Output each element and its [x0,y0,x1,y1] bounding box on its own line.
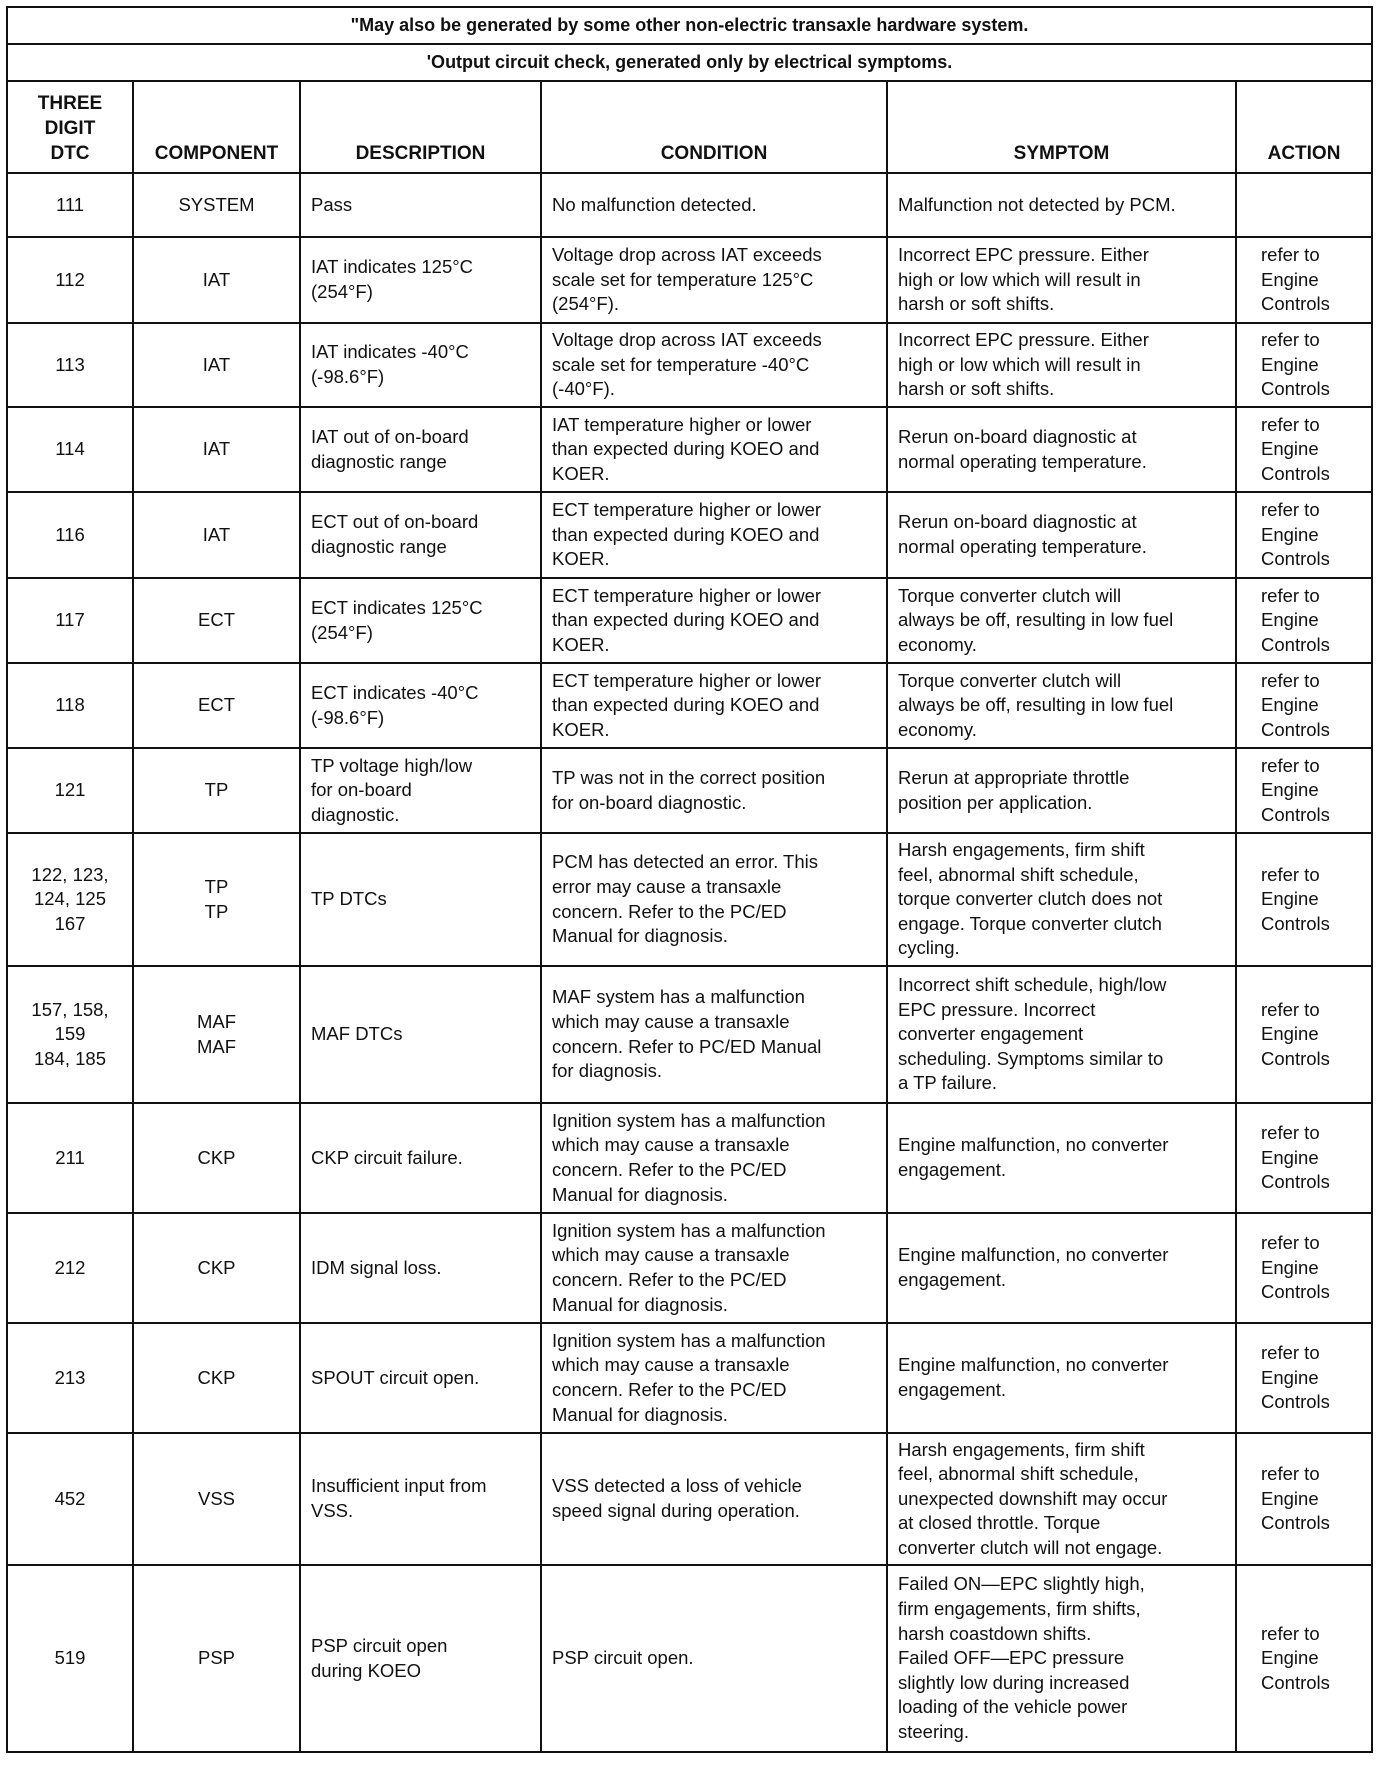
footnote-double: "May also be generated by some other non-electric transaxle hardware system. [7,7,1372,44]
table-row [7,237,1372,323]
cell-symptom: Rerun on-board diagnostic at normal operating temperature. [887,407,1236,492]
cell-symptom: Rerun at appropriate throttle position per application. [887,748,1236,833]
table-row [7,663,1372,748]
cell-dtc: 116 [7,492,133,578]
cell-action: refer to Engine Controls [1236,1565,1372,1752]
table-row [7,578,1372,663]
cell-dtc: 157, 158, 159 184, 185 [7,966,133,1103]
cell-dtc: 112 [7,237,133,323]
dtc-table [6,6,1373,1753]
cell-component: IAT [133,237,300,323]
cell-description: IAT out of on-board diagnostic range [300,407,541,492]
cell-description: PSP circuit open during KOEO [300,1565,541,1752]
cell-symptom: Failed ON—EPC slightly high, firm engagements, firm shifts, harsh coastdown shifts. Failed OFF—EPC pressure slightly low during increased loading of the vehicle power steering. [887,1565,1236,1752]
cell-dtc: 519 [7,1565,133,1752]
cell-condition: VSS detected a loss of vehicle speed signal during operation. [541,1433,887,1565]
cell-dtc: 111 [7,173,133,237]
cell-symptom: Torque converter clutch will always be off, resulting in low fuel economy. [887,663,1236,748]
table-row [7,407,1372,492]
cell-component: SYSTEM [133,173,300,237]
cell-dtc: 213 [7,1323,133,1433]
cell-action: refer to Engine Controls [1236,407,1372,492]
cell-symptom: Rerun on-board diagnostic at normal operating temperature. [887,492,1236,578]
cell-condition: ECT temperature higher or lower than expected during KOEO and KOER. [541,578,887,663]
cell-dtc: 114 [7,407,133,492]
cell-component: CKP [133,1323,300,1433]
cell-description: ECT out of on-board diagnostic range [300,492,541,578]
cell-action: refer to Engine Controls [1236,833,1372,966]
cell-description: IAT indicates 125°C (254°F) [300,237,541,323]
cell-condition: IAT temperature higher or lower than expected during KOEO and KOER. [541,407,887,492]
cell-condition: PSP circuit open. [541,1565,887,1752]
cell-symptom: Harsh engagements, firm shift feel, abnormal shift schedule, torque converter clutch does not engage. Torque converter clutch cycling. [887,833,1236,966]
cell-symptom: Incorrect EPC pressure. Either high or low which will result in harsh or soft shifts. [887,323,1236,407]
cell-component: VSS [133,1433,300,1565]
cell-symptom: Harsh engagements, firm shift feel, abnormal shift schedule, unexpected downshift may occur at closed throttle. Torque converter clutch will not engage. [887,1433,1236,1565]
cell-dtc: 452 [7,1433,133,1565]
cell-description: IDM signal loss. [300,1213,541,1323]
cell-description: CKP circuit failure. [300,1103,541,1213]
cell-component: ECT [133,663,300,748]
table-row [7,323,1372,407]
cell-dtc: 122, 123, 124, 125 167 [7,833,133,966]
cell-action: refer to Engine Controls [1236,1103,1372,1213]
cell-condition: ECT temperature higher or lower than expected during KOEO and KOER. [541,663,887,748]
cell-description: TP DTCs [300,833,541,966]
cell-component: TP TP [133,833,300,966]
cell-component: PSP [133,1565,300,1752]
cell-dtc: 117 [7,578,133,663]
table-row [7,1433,1372,1565]
table-row [7,966,1372,1103]
cell-component: IAT [133,407,300,492]
cell-action: refer to Engine Controls [1236,323,1372,407]
table-row [7,1213,1372,1323]
cell-condition: Ignition system has a malfunction which may cause a transaxle concern. Refer to the PC/ED Manual for diagnosis. [541,1213,887,1323]
cell-description: TP voltage high/low for on-board diagnostic. [300,748,541,833]
header-symptom: SYMPTOM [887,81,1236,173]
table-row [7,1565,1372,1752]
cell-condition: Ignition system has a malfunction which may cause a transaxle concern. Refer to the PC/ED Manual for diagnosis. [541,1103,887,1213]
table-row [7,173,1372,237]
header-action: ACTION [1236,81,1372,173]
cell-dtc: 212 [7,1213,133,1323]
table-row [7,748,1372,833]
cell-symptom: Incorrect shift schedule, high/low EPC pressure. Incorrect converter engagement scheduling. Symptoms similar to a TP failure. [887,966,1236,1103]
table-row [7,833,1372,966]
cell-description: SPOUT circuit open. [300,1323,541,1433]
cell-dtc: 118 [7,663,133,748]
cell-description: Insufficient input from VSS. [300,1433,541,1565]
cell-action: refer to Engine Controls [1236,237,1372,323]
table-body [7,173,1372,1752]
header-component: COMPONENT [133,81,300,173]
cell-condition: Voltage drop across IAT exceeds scale set for temperature 125°C (254°F). [541,237,887,323]
cell-description: ECT indicates 125°C (254°F) [300,578,541,663]
cell-component: CKP [133,1213,300,1323]
cell-description: Pass [300,173,541,237]
cell-condition: PCM has detected an error. This error may cause a transaxle concern. Refer to the PC/ED Manual for diagnosis. [541,833,887,966]
table-row [7,492,1372,578]
cell-symptom: Malfunction not detected by PCM. [887,173,1236,237]
cell-action: refer to Engine Controls [1236,1323,1372,1433]
cell-component: ECT [133,578,300,663]
cell-symptom: Engine malfunction, no converter engagement. [887,1103,1236,1213]
cell-symptom: Engine malfunction, no converter engagement. [887,1213,1236,1323]
cell-action: refer to Engine Controls [1236,663,1372,748]
cell-symptom: Engine malfunction, no converter engagement. [887,1323,1236,1433]
cell-description: MAF DTCs [300,966,541,1103]
header-condition: CONDITION [541,81,887,173]
cell-component: CKP [133,1103,300,1213]
cell-condition: TP was not in the correct position for on-board diagnostic. [541,748,887,833]
cell-action: refer to Engine Controls [1236,966,1372,1103]
cell-condition: ECT temperature higher or lower than expected during KOEO and KOER. [541,492,887,578]
cell-action [1236,173,1372,237]
cell-component: MAF MAF [133,966,300,1103]
cell-action: refer to Engine Controls [1236,578,1372,663]
cell-component: TP [133,748,300,833]
header-description: DESCRIPTION [300,81,541,173]
cell-action: refer to Engine Controls [1236,1433,1372,1565]
cell-condition: Voltage drop across IAT exceeds scale set for temperature -40°C (-40°F). [541,323,887,407]
cell-dtc: 211 [7,1103,133,1213]
cell-symptom: Incorrect EPC pressure. Either high or low which will result in harsh or soft shifts. [887,237,1236,323]
cell-dtc: 121 [7,748,133,833]
cell-action: refer to Engine Controls [1236,492,1372,578]
cell-description: ECT indicates -40°C (-98.6°F) [300,663,541,748]
cell-condition: No malfunction detected. [541,173,887,237]
cell-action: refer to Engine Controls [1236,1213,1372,1323]
cell-component: IAT [133,323,300,407]
cell-description: IAT indicates -40°C (-98.6°F) [300,323,541,407]
cell-dtc: 113 [7,323,133,407]
footnote-single: 'Output circuit check, generated only by electrical symptoms. [7,44,1372,81]
cell-component: IAT [133,492,300,578]
cell-action: refer to Engine Controls [1236,748,1372,833]
cell-condition: MAF system has a malfunction which may cause a transaxle concern. Refer to PC/ED Manual for diagnosis. [541,966,887,1103]
header-dtc: THREE DIGIT DTC [7,81,133,173]
table-row [7,1323,1372,1433]
cell-condition: Ignition system has a malfunction which may cause a transaxle concern. Refer to the PC/ED Manual for diagnosis. [541,1323,887,1433]
cell-symptom: Torque converter clutch will always be off, resulting in low fuel economy. [887,578,1236,663]
table-row [7,1103,1372,1213]
